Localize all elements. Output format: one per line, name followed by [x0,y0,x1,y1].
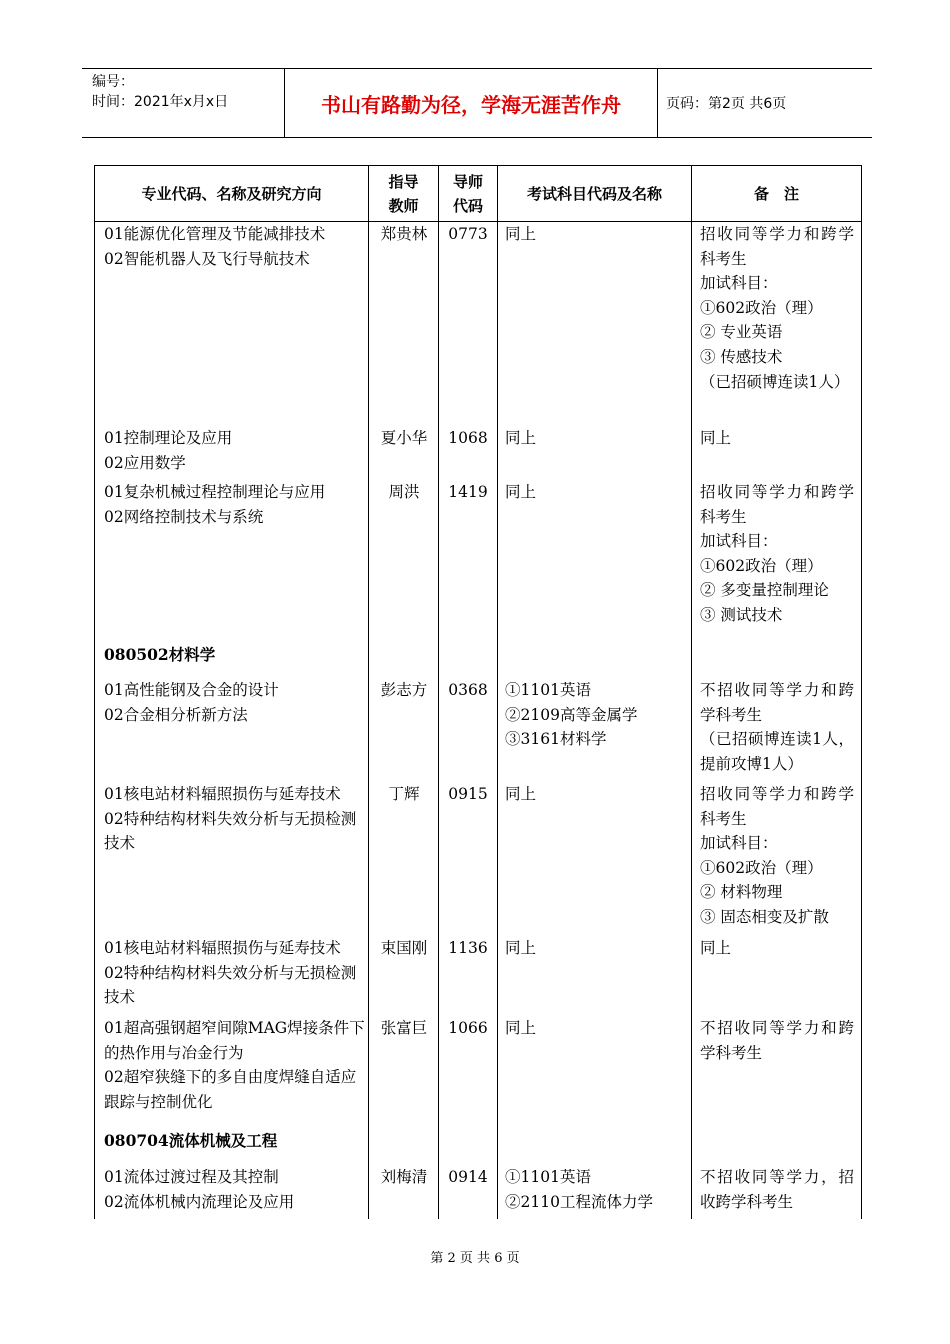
exam-cell: 同上 [505,483,537,501]
direction-cell: 01高性能钢及合金的设计 02合金相分析新方法 [104,681,279,724]
motto: 书山有路勤为径，学海无涯苦作舟 [285,69,658,137]
exam-cell: 同上 [505,429,537,447]
time-label: 时间：2021年x月x日 [92,94,229,110]
header-note: 备 注 [753,184,799,203]
code-cell: 1136 [448,939,488,957]
code-cell: 1066 [448,1019,488,1037]
code-cell: 1068 [448,429,488,447]
direction-cell: 01核电站材料辐照损伤与延寿技术 02特种结构材料失效分析与无损检测技术 [104,939,357,1007]
page-label: 页码：第2页 共6页 [666,96,787,112]
code-cell: 0773 [448,225,488,243]
teacher-cell: 彭志方 [380,681,428,699]
col-divider [691,166,692,1219]
direction-cell: 01能源优化管理及节能减排技术 02智能机器人及飞行导航技术 [104,225,326,268]
direction-cell: 01复杂机械过程控制理论与应用 02网络控制技术与系统 [104,483,326,526]
teacher-cell: 周洪 [388,483,420,501]
note-cell: 不招收同等学力，招收跨学科考生 [700,1168,854,1211]
teacher-cell: 丁辉 [388,785,420,803]
header-meta [82,69,285,137]
header-code: 导师 代码 [452,172,483,215]
section-title: 080704流体机械及工程 [104,1131,278,1150]
exam-cell: ①1101英语 ②2110工程流体力学 [505,1168,653,1211]
code-cell: 0915 [448,785,488,803]
teacher-cell: 夏小华 [380,429,428,447]
note-cell: 招收同等学力和跨学科考生 加试科目： ①602政治（理） ② 多变量控制理论 ③ 测试技术 [700,483,854,624]
note-cell: 同上 [700,429,732,447]
exam-cell: ①1101英语 ②2109高等金属学 ③3161材料学 [505,681,638,749]
teacher-cell: 张富巨 [380,1019,428,1037]
exam-cell: 同上 [505,1019,537,1037]
code-cell: 0368 [448,681,488,699]
direction-cell: 01超高强钢超窄间隙MAG焊接条件下的热作用与冶金行为 02超窄狭缝下的多自由度焊缝自适应跟踪与控制优化 [104,1019,365,1111]
exam-cell: 同上 [505,939,537,957]
page-footer: 第 2 页 共 6 页 [430,1251,520,1266]
note-cell: 招收同等学力和跨学科考生 加试科目： ①602政治（理） ② 专业英语 ③ 传感技术 （已招硕博连读1人） [700,225,854,391]
header-direction: 专业代码、名称及研究方向 [141,184,322,203]
code-cell: 0914 [448,1168,488,1186]
teacher-cell: 束国刚 [380,939,428,957]
page-header [82,68,872,138]
code-cell: 1419 [448,483,488,501]
section-title: 080502材料学 [104,645,216,664]
col-divider [497,166,498,1219]
header-exam: 考试科目代码及名称 [526,184,662,203]
enrollment-table [94,165,862,1219]
direction-cell: 01控制理论及应用 02应用数学 [104,429,233,472]
teacher-cell: 郑贵林 [380,225,428,243]
note-cell: 同上 [700,939,732,957]
header-teacher: 指导 教师 [388,172,419,215]
note-cell: 不招收同等学力和跨学科考生 [700,1019,854,1062]
teacher-cell: 刘梅清 [380,1168,428,1186]
direction-cell: 01流体过渡过程及其控制 02流体机械内流理论及应用 [104,1168,295,1211]
note-cell: 招收同等学力和跨学科考生 加试科目： ①602政治（理） ② 材料物理 ③ 固态相变及扩散 [700,785,854,926]
direction-cell: 01核电站材料辐照损伤与延寿技术 02特种结构材料失效分析与无损检测技术 [104,785,357,853]
exam-cell: 同上 [505,785,537,803]
note-cell: 不招收同等学力和跨学科考生 （已招硕博连读1人，提前攻博1人） [700,681,854,773]
exam-cell: 同上 [505,225,537,243]
number-label: 编号： [92,74,134,90]
